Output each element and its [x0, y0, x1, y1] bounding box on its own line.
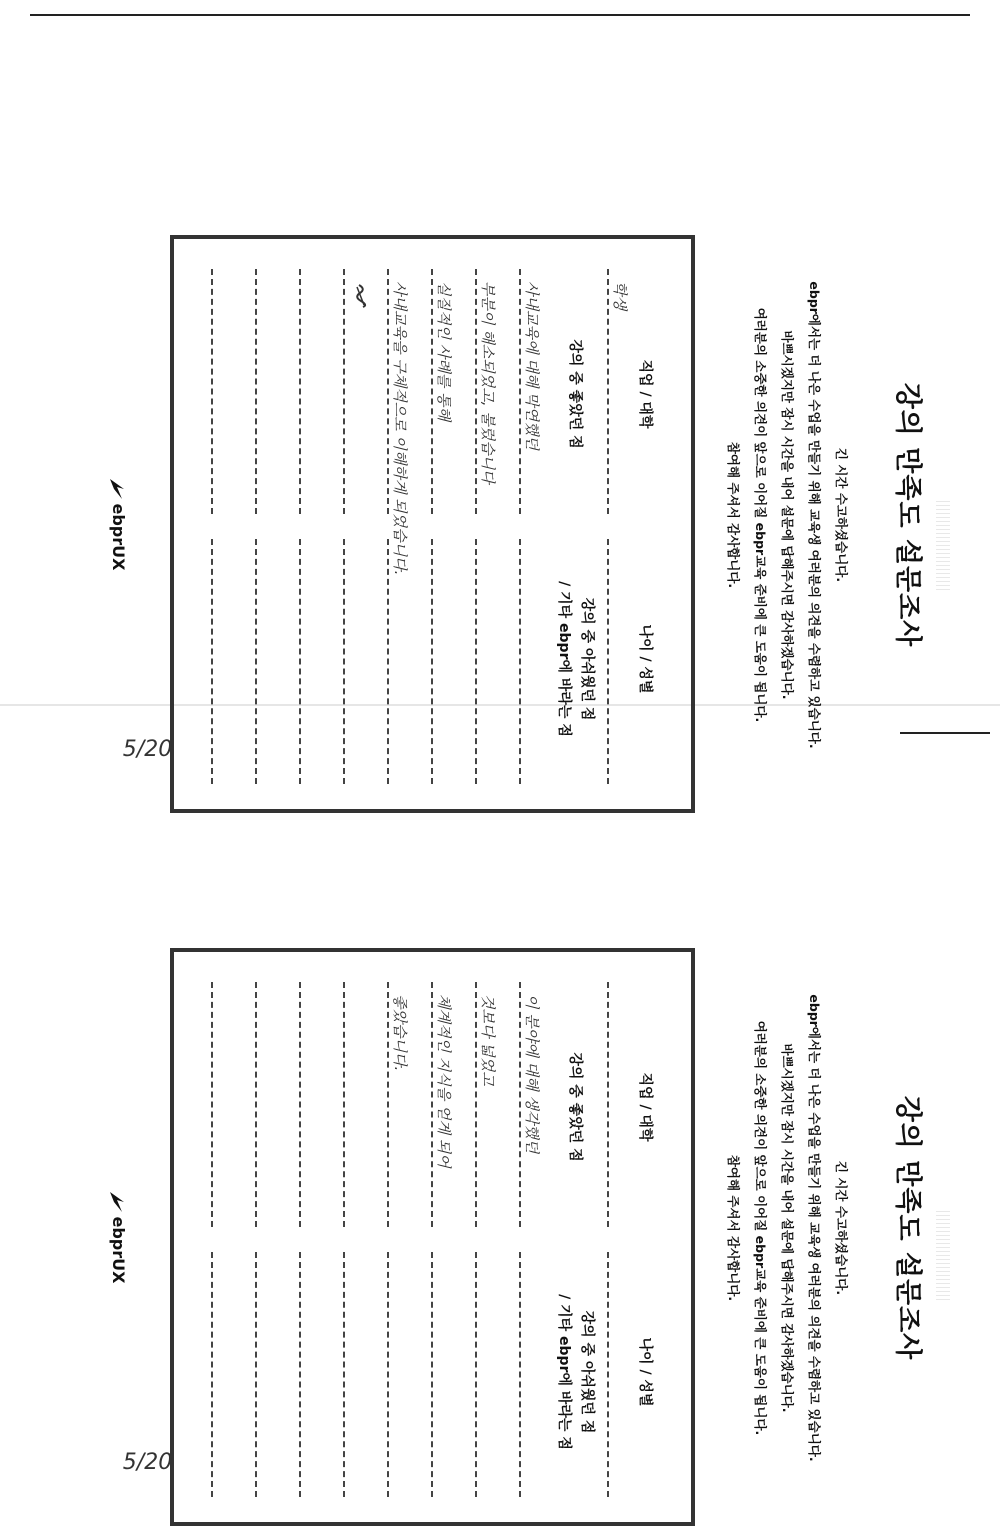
answer-line — [431, 269, 433, 514]
answer-line — [211, 1252, 213, 1497]
survey-sheet — [50, 205, 950, 825]
intro-line: ebpr에서는 더 나은 수업을 만들기 위해 교육생 여러분의 의견을 수렴하고 있습니다. — [807, 281, 822, 749]
answer-line — [299, 1252, 301, 1497]
answer-line — [387, 539, 389, 784]
answer-line — [343, 539, 345, 784]
answer-line — [299, 539, 301, 784]
answer-line — [343, 269, 345, 514]
answer-line — [343, 1252, 345, 1497]
answer-line — [211, 982, 213, 1227]
answer-line — [255, 1252, 257, 1497]
good-answer-handwritten: 체계적인 지식을 얻게 되어 — [435, 994, 453, 1168]
answer-line — [607, 539, 609, 784]
handwritten-date: 5/20 — [122, 737, 173, 763]
answer-line — [387, 1252, 389, 1497]
answer-line — [431, 1252, 433, 1497]
handwritten-date: 5/20 — [122, 1450, 173, 1476]
answer-line — [519, 539, 521, 784]
answer-line — [519, 269, 521, 514]
answer-line — [475, 1252, 477, 1497]
ebprux-logo — [109, 948, 129, 1526]
answer-line — [475, 982, 477, 1227]
intro-line: 여러분의 소중한 의견이 앞으로 이어질 ebpr교육 준비에 큰 도움이 됩니다. — [753, 307, 768, 723]
answer-line — [255, 982, 257, 1227]
good-answer-handwritten: 것보다 넓었고 — [479, 994, 497, 1086]
answer-line — [519, 1252, 521, 1497]
good-points-label: 강의 중 좋았던 점 — [567, 339, 583, 449]
answer-line — [475, 269, 477, 514]
answer-line — [211, 269, 213, 514]
intro-line: 긴 시간 수고하셨습니다. — [834, 447, 849, 583]
good-answer-handwritten: 좋았습니다. — [391, 994, 409, 1072]
good-answer-handwritten: 실질적인 사례를 통해 — [435, 281, 453, 421]
answer-line — [387, 982, 389, 1227]
answer-line — [255, 269, 257, 514]
answer-line — [211, 539, 213, 784]
survey-sheet — [50, 918, 950, 1538]
intro-line: 긴 시간 수고하셨습니다. — [834, 1160, 849, 1296]
good-answer-handwritten: 사내교육에 대해 막연했던 — [523, 281, 541, 450]
answer-line — [343, 982, 345, 1227]
answer-line — [431, 982, 433, 1227]
good-points-label: 강의 중 좋았던 점 — [567, 1052, 583, 1162]
improvement-label-line: / 기타 ebpr에 바라는 점 — [556, 1294, 572, 1450]
intro-line: 바쁘시겠지만 잠시 시간을 내어 설문에 답해주시면 감사하겠습니다. — [780, 1043, 795, 1413]
intro-line: ebpr에서는 더 나은 수업을 만들기 위해 교육생 여러분의 의견을 수렴하고 있습니다. — [807, 994, 822, 1462]
job-label: 직업 / 대학 — [637, 1072, 653, 1142]
logo-text: ebprUX — [109, 503, 128, 571]
improvement-label-line: 강의 중 아쉬웠던 점 — [579, 1310, 595, 1434]
answer-line — [431, 539, 433, 784]
logo-text: ebprUX — [109, 1216, 128, 1284]
answer-line — [607, 982, 609, 1227]
improvement-label-line: / 기타 ebpr에 바라는 점 — [556, 581, 572, 737]
intro-line: 참여해 주셔서 감사합니다. — [726, 1154, 741, 1302]
intro-line: 여러분의 소중한 의견이 앞으로 이어질 ebpr교육 준비에 큰 도움이 됩니다. — [753, 1020, 768, 1436]
answer-line — [299, 982, 301, 1227]
answer-line — [607, 269, 609, 514]
answer-line — [519, 982, 521, 1227]
improvement-label — [552, 1252, 598, 1492]
answer-line — [387, 269, 389, 514]
answer-line — [607, 1252, 609, 1497]
answer-line — [475, 539, 477, 784]
scribble-mark-icon — [355, 283, 367, 309]
survey-title: 강의 만족도 설문조사 — [892, 1095, 923, 1361]
scan-edge-line — [30, 14, 970, 16]
survey-answer-box — [170, 235, 695, 813]
good-answer-handwritten: 이 분야에 대해 생각했던 — [523, 994, 541, 1154]
bird-logo-icon — [109, 1191, 127, 1213]
survey-intro — [720, 918, 855, 1538]
good-answer-handwritten: 부분이 해소되었고, 불렀습니다 — [479, 281, 497, 484]
job-answer-handwritten: 학생 — [611, 281, 629, 310]
survey-intro — [720, 205, 855, 825]
age-gender-label: 나이 / 성별 — [637, 1337, 653, 1407]
answer-line — [255, 539, 257, 784]
job-label: 직업 / 대학 — [637, 359, 653, 429]
answer-line — [299, 269, 301, 514]
survey-title: 강의 만족도 설문조사 — [892, 382, 923, 648]
survey-answer-box — [170, 948, 695, 1526]
intro-line: 참여해 주셔서 감사합니다. — [726, 441, 741, 589]
bird-logo-icon — [109, 478, 127, 500]
age-gender-label: 나이 / 성별 — [637, 624, 653, 694]
ebprux-logo — [109, 235, 129, 813]
improvement-label — [552, 539, 598, 779]
intro-line: 바쁘시겠지만 잠시 시간을 내어 설문에 답해주시면 감사하겠습니다. — [780, 330, 795, 700]
good-answer-handwritten: 사내교육을 구체적으로 이해하게 되었습니다. — [391, 281, 409, 576]
improvement-label-line: 강의 중 아쉬웠던 점 — [579, 597, 595, 721]
